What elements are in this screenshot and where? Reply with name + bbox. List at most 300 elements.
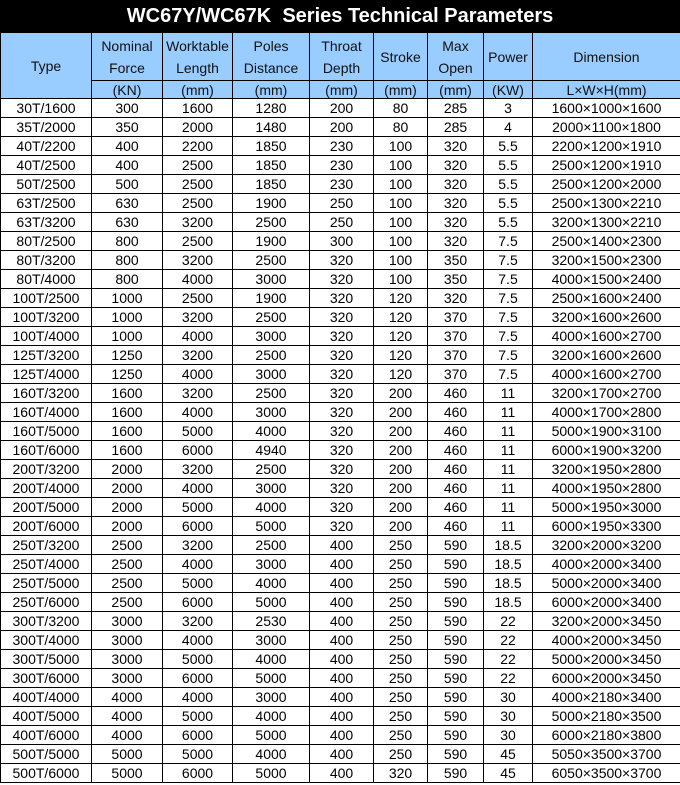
cell-poles-distance: 3000 <box>233 403 310 422</box>
cell-throat-depth: 400 <box>310 574 374 593</box>
cell-max-open: 590 <box>428 764 484 783</box>
cell-worktable-length: 2200 <box>163 137 233 156</box>
cell-worktable-length: 2500 <box>163 156 233 175</box>
table-row <box>1 745 680 764</box>
cell-type: 80T/3200 <box>1 251 92 270</box>
cell-type: 125T/3200 <box>1 346 92 365</box>
cell-throat-depth: 400 <box>310 726 374 745</box>
cell-power: 18.5 <box>484 555 533 574</box>
cell-worktable-length: 6000 <box>163 669 233 688</box>
cell-power: 5.5 <box>484 213 533 232</box>
cell-worktable-length: 5000 <box>163 707 233 726</box>
cell-poles-distance: 3000 <box>233 555 310 574</box>
table-row <box>1 403 680 422</box>
cell-nominal-force: 400 <box>92 156 163 175</box>
cell-power: 5.5 <box>484 137 533 156</box>
cell-dimension: 5000×1900×3100 <box>533 422 680 441</box>
cell-power: 7.5 <box>484 251 533 270</box>
cell-stroke: 250 <box>374 707 428 726</box>
cell-nominal-force: 1600 <box>92 384 163 403</box>
cell-worktable-length: 3200 <box>163 612 233 631</box>
cell-worktable-length: 4000 <box>163 365 233 384</box>
cell-stroke: 120 <box>374 327 428 346</box>
cell-type: 50T/2500 <box>1 175 92 194</box>
cell-throat-depth: 320 <box>310 270 374 289</box>
cell-dimension: 3200×2000×3450 <box>533 612 680 631</box>
cell-max-open: 320 <box>428 137 484 156</box>
cell-throat-depth: 320 <box>310 308 374 327</box>
cell-stroke: 120 <box>374 365 428 384</box>
table-row <box>1 650 680 669</box>
cell-type: 250T/5000 <box>1 574 92 593</box>
cell-stroke: 200 <box>374 517 428 536</box>
cell-stroke: 250 <box>374 536 428 555</box>
cell-worktable-length: 2500 <box>163 175 233 194</box>
unit-worktable-length: (mm) <box>163 81 233 99</box>
cell-dimension: 6000×1950×3300 <box>533 517 680 536</box>
cell-worktable-length: 6000 <box>163 593 233 612</box>
cell-nominal-force: 350 <box>92 118 163 137</box>
unit-dimension: L×W×H(mm) <box>533 81 680 99</box>
table-row <box>1 156 680 175</box>
cell-power: 3 <box>484 99 533 118</box>
cell-throat-depth: 400 <box>310 650 374 669</box>
cell-nominal-force: 4000 <box>92 707 163 726</box>
cell-worktable-length: 3200 <box>163 384 233 403</box>
table-row <box>1 631 680 650</box>
cell-poles-distance: 3000 <box>233 688 310 707</box>
cell-poles-distance: 1850 <box>233 137 310 156</box>
cell-max-open: 590 <box>428 726 484 745</box>
cell-max-open: 590 <box>428 669 484 688</box>
cell-power: 22 <box>484 669 533 688</box>
cell-poles-distance: 4940 <box>233 441 310 460</box>
cell-nominal-force: 800 <box>92 251 163 270</box>
cell-nominal-force: 3000 <box>92 650 163 669</box>
cell-power: 5.5 <box>484 156 533 175</box>
cell-dimension: 2000×1100×1800 <box>533 118 680 137</box>
cell-type: 160T/6000 <box>1 441 92 460</box>
cell-nominal-force: 2000 <box>92 460 163 479</box>
cell-nominal-force: 3000 <box>92 631 163 650</box>
cell-power: 18.5 <box>484 593 533 612</box>
cell-nominal-force: 1600 <box>92 441 163 460</box>
table-row <box>1 574 680 593</box>
cell-max-open: 460 <box>428 479 484 498</box>
cell-nominal-force: 1600 <box>92 422 163 441</box>
cell-worktable-length: 2500 <box>163 289 233 308</box>
cell-throat-depth: 300 <box>310 232 374 251</box>
cell-max-open: 590 <box>428 536 484 555</box>
cell-worktable-length: 3200 <box>163 251 233 270</box>
cell-poles-distance: 1900 <box>233 194 310 213</box>
cell-poles-distance: 3000 <box>233 631 310 650</box>
cell-nominal-force: 2500 <box>92 536 163 555</box>
cell-stroke: 80 <box>374 99 428 118</box>
cell-worktable-length: 5000 <box>163 422 233 441</box>
table-row <box>1 194 680 213</box>
cell-dimension: 6000×1900×3200 <box>533 441 680 460</box>
cell-worktable-length: 1600 <box>163 99 233 118</box>
table-row <box>1 137 680 156</box>
table-row <box>1 118 680 137</box>
cell-power: 7.5 <box>484 289 533 308</box>
cell-nominal-force: 800 <box>92 232 163 251</box>
cell-type: 250T/4000 <box>1 555 92 574</box>
column-header-max-open: Max Open <box>428 33 484 81</box>
column-header-stroke: Stroke <box>374 33 428 81</box>
cell-poles-distance: 5000 <box>233 593 310 612</box>
cell-max-open: 320 <box>428 232 484 251</box>
cell-dimension: 3200×1300×2210 <box>533 213 680 232</box>
cell-power: 18.5 <box>484 536 533 555</box>
cell-stroke: 100 <box>374 270 428 289</box>
cell-throat-depth: 400 <box>310 764 374 783</box>
table-row <box>1 479 680 498</box>
cell-nominal-force: 1600 <box>92 403 163 422</box>
cell-nominal-force: 2000 <box>92 479 163 498</box>
cell-worktable-length: 2500 <box>163 194 233 213</box>
header-row <box>1 33 680 81</box>
cell-stroke: 250 <box>374 745 428 764</box>
cell-throat-depth: 320 <box>310 327 374 346</box>
table-row <box>1 688 680 707</box>
cell-dimension: 2500×1400×2300 <box>533 232 680 251</box>
cell-type: 63T/3200 <box>1 213 92 232</box>
cell-stroke: 200 <box>374 441 428 460</box>
table-row <box>1 175 680 194</box>
cell-poles-distance: 1900 <box>233 289 310 308</box>
cell-dimension: 3200×1600×2600 <box>533 308 680 327</box>
cell-stroke: 250 <box>374 669 428 688</box>
cell-dimension: 6050×3500×3700 <box>533 764 680 783</box>
cell-power: 11 <box>484 441 533 460</box>
table-row <box>1 612 680 631</box>
cell-max-open: 590 <box>428 707 484 726</box>
cell-max-open: 320 <box>428 175 484 194</box>
table-row <box>1 536 680 555</box>
table-body <box>1 99 680 783</box>
cell-type: 300T/6000 <box>1 669 92 688</box>
cell-type: 200T/5000 <box>1 498 92 517</box>
table-row <box>1 365 680 384</box>
cell-poles-distance: 2500 <box>233 308 310 327</box>
cell-dimension: 6000×2180×3800 <box>533 726 680 745</box>
cell-throat-depth: 400 <box>310 612 374 631</box>
column-header-throat-depth: Throat Depth <box>310 33 374 81</box>
column-header-power: Power <box>484 33 533 81</box>
cell-stroke: 100 <box>374 137 428 156</box>
cell-throat-depth: 400 <box>310 536 374 555</box>
cell-worktable-length: 4000 <box>163 631 233 650</box>
cell-worktable-length: 6000 <box>163 726 233 745</box>
cell-worktable-length: 3200 <box>163 346 233 365</box>
cell-stroke: 250 <box>374 555 428 574</box>
cell-max-open: 320 <box>428 213 484 232</box>
cell-dimension: 3200×1600×2600 <box>533 346 680 365</box>
cell-max-open: 370 <box>428 308 484 327</box>
cell-poles-distance: 4000 <box>233 498 310 517</box>
column-header-poles-distance: Poles Distance <box>233 33 310 81</box>
cell-type: 200T/6000 <box>1 517 92 536</box>
cell-poles-distance: 1280 <box>233 99 310 118</box>
cell-type: 250T/6000 <box>1 593 92 612</box>
cell-max-open: 590 <box>428 688 484 707</box>
cell-nominal-force: 300 <box>92 99 163 118</box>
cell-throat-depth: 400 <box>310 631 374 650</box>
cell-worktable-length: 3200 <box>163 536 233 555</box>
cell-throat-depth: 400 <box>310 688 374 707</box>
cell-throat-depth: 400 <box>310 745 374 764</box>
cell-throat-depth: 400 <box>310 707 374 726</box>
cell-power: 11 <box>484 460 533 479</box>
cell-worktable-length: 2500 <box>163 232 233 251</box>
cell-stroke: 200 <box>374 479 428 498</box>
cell-max-open: 590 <box>428 631 484 650</box>
table-row <box>1 308 680 327</box>
cell-dimension: 4000×1600×2700 <box>533 365 680 384</box>
table-row <box>1 460 680 479</box>
cell-power: 30 <box>484 688 533 707</box>
cell-stroke: 250 <box>374 612 428 631</box>
cell-dimension: 4000×1500×2400 <box>533 270 680 289</box>
cell-max-open: 370 <box>428 365 484 384</box>
cell-stroke: 100 <box>374 213 428 232</box>
cell-nominal-force: 1000 <box>92 327 163 346</box>
cell-poles-distance: 4000 <box>233 574 310 593</box>
cell-poles-distance: 2500 <box>233 213 310 232</box>
table-row <box>1 555 680 574</box>
page-title: WC67Y/WC67K Series Technical Parameters <box>0 0 680 32</box>
table-row <box>1 498 680 517</box>
cell-max-open: 590 <box>428 555 484 574</box>
cell-throat-depth: 320 <box>310 517 374 536</box>
unit-power: (KW) <box>484 81 533 99</box>
cell-power: 45 <box>484 745 533 764</box>
cell-nominal-force: 800 <box>92 270 163 289</box>
table-row <box>1 726 680 745</box>
cell-stroke: 250 <box>374 631 428 650</box>
cell-dimension: 2500×1200×1910 <box>533 156 680 175</box>
cell-throat-depth: 320 <box>310 384 374 403</box>
cell-dimension: 3200×1700×2700 <box>533 384 680 403</box>
cell-nominal-force: 1000 <box>92 308 163 327</box>
cell-throat-depth: 320 <box>310 479 374 498</box>
cell-stroke: 250 <box>374 574 428 593</box>
cell-max-open: 590 <box>428 574 484 593</box>
table-row <box>1 384 680 403</box>
cell-power: 11 <box>484 517 533 536</box>
cell-type: 100T/4000 <box>1 327 92 346</box>
cell-nominal-force: 5000 <box>92 764 163 783</box>
cell-max-open: 460 <box>428 403 484 422</box>
cell-throat-depth: 320 <box>310 498 374 517</box>
cell-power: 11 <box>484 479 533 498</box>
cell-power: 22 <box>484 612 533 631</box>
unit-row <box>1 81 680 99</box>
cell-dimension: 4000×2000×3400 <box>533 555 680 574</box>
cell-power: 11 <box>484 403 533 422</box>
cell-nominal-force: 3000 <box>92 669 163 688</box>
unit-poles-distance: (mm) <box>233 81 310 99</box>
cell-poles-distance: 3000 <box>233 327 310 346</box>
cell-dimension: 6000×2000×3450 <box>533 669 680 688</box>
cell-nominal-force: 2500 <box>92 593 163 612</box>
cell-throat-depth: 320 <box>310 346 374 365</box>
unit-nominal-force: (KN) <box>92 81 163 99</box>
column-header-type: Type <box>1 33 92 99</box>
cell-stroke: 200 <box>374 384 428 403</box>
cell-type: 200T/4000 <box>1 479 92 498</box>
table-row <box>1 669 680 688</box>
cell-poles-distance: 3000 <box>233 270 310 289</box>
cell-throat-depth: 320 <box>310 289 374 308</box>
cell-type: 80T/2500 <box>1 232 92 251</box>
cell-poles-distance: 2530 <box>233 612 310 631</box>
cell-worktable-length: 4000 <box>163 270 233 289</box>
cell-stroke: 80 <box>374 118 428 137</box>
cell-worktable-length: 4000 <box>163 479 233 498</box>
cell-worktable-length: 6000 <box>163 764 233 783</box>
cell-worktable-length: 3200 <box>163 308 233 327</box>
cell-throat-depth: 230 <box>310 156 374 175</box>
cell-nominal-force: 1250 <box>92 365 163 384</box>
unit-max-open: (mm) <box>428 81 484 99</box>
cell-stroke: 100 <box>374 251 428 270</box>
table-row <box>1 327 680 346</box>
cell-type: 300T/5000 <box>1 650 92 669</box>
cell-dimension: 3200×1500×2300 <box>533 251 680 270</box>
table-row <box>1 270 680 289</box>
table-row <box>1 232 680 251</box>
table-row <box>1 289 680 308</box>
cell-max-open: 460 <box>428 422 484 441</box>
cell-poles-distance: 4000 <box>233 422 310 441</box>
cell-max-open: 590 <box>428 650 484 669</box>
cell-nominal-force: 2500 <box>92 574 163 593</box>
cell-type: 125T/4000 <box>1 365 92 384</box>
cell-stroke: 200 <box>374 460 428 479</box>
cell-stroke: 100 <box>374 194 428 213</box>
cell-dimension: 4000×1600×2700 <box>533 327 680 346</box>
cell-poles-distance: 2500 <box>233 384 310 403</box>
cell-power: 45 <box>484 764 533 783</box>
cell-type: 160T/5000 <box>1 422 92 441</box>
cell-type: 250T/3200 <box>1 536 92 555</box>
cell-power: 5.5 <box>484 175 533 194</box>
cell-stroke: 100 <box>374 156 428 175</box>
cell-dimension: 1600×1000×1600 <box>533 99 680 118</box>
cell-max-open: 285 <box>428 118 484 137</box>
cell-max-open: 590 <box>428 612 484 631</box>
cell-throat-depth: 320 <box>310 403 374 422</box>
cell-nominal-force: 630 <box>92 213 163 232</box>
cell-dimension: 2200×1200×1910 <box>533 137 680 156</box>
cell-type: 40T/2200 <box>1 137 92 156</box>
cell-power: 7.5 <box>484 270 533 289</box>
cell-type: 100T/3200 <box>1 308 92 327</box>
cell-max-open: 590 <box>428 593 484 612</box>
cell-throat-depth: 400 <box>310 593 374 612</box>
cell-dimension: 5000×1950×3000 <box>533 498 680 517</box>
cell-stroke: 100 <box>374 175 428 194</box>
table-row <box>1 593 680 612</box>
cell-throat-depth: 320 <box>310 422 374 441</box>
cell-power: 18.5 <box>484 574 533 593</box>
cell-throat-depth: 250 <box>310 194 374 213</box>
cell-throat-depth: 320 <box>310 365 374 384</box>
cell-nominal-force: 500 <box>92 175 163 194</box>
cell-poles-distance: 2500 <box>233 346 310 365</box>
table-row <box>1 764 680 783</box>
cell-dimension: 4000×1950×2800 <box>533 479 680 498</box>
cell-worktable-length: 4000 <box>163 555 233 574</box>
table-row <box>1 99 680 118</box>
cell-worktable-length: 3200 <box>163 460 233 479</box>
cell-type: 160T/4000 <box>1 403 92 422</box>
cell-power: 7.5 <box>484 327 533 346</box>
cell-worktable-length: 6000 <box>163 441 233 460</box>
cell-worktable-length: 5000 <box>163 650 233 669</box>
cell-throat-depth: 400 <box>310 555 374 574</box>
cell-stroke: 120 <box>374 289 428 308</box>
cell-stroke: 250 <box>374 726 428 745</box>
cell-poles-distance: 1850 <box>233 156 310 175</box>
cell-stroke: 320 <box>374 764 428 783</box>
technical-parameters-table <box>0 32 680 783</box>
cell-nominal-force: 2000 <box>92 498 163 517</box>
table-row <box>1 441 680 460</box>
cell-stroke: 250 <box>374 688 428 707</box>
cell-worktable-length: 5000 <box>163 498 233 517</box>
cell-max-open: 350 <box>428 270 484 289</box>
cell-throat-depth: 200 <box>310 118 374 137</box>
cell-power: 7.5 <box>484 308 533 327</box>
cell-worktable-length: 4000 <box>163 403 233 422</box>
cell-max-open: 460 <box>428 460 484 479</box>
unit-stroke: (mm) <box>374 81 428 99</box>
column-header-worktable-length: Worktable Length <box>163 33 233 81</box>
cell-stroke: 200 <box>374 403 428 422</box>
cell-power: 22 <box>484 631 533 650</box>
cell-throat-depth: 230 <box>310 175 374 194</box>
cell-worktable-length: 6000 <box>163 517 233 536</box>
cell-dimension: 2500×1600×2400 <box>533 289 680 308</box>
cell-type: 200T/3200 <box>1 460 92 479</box>
cell-max-open: 460 <box>428 441 484 460</box>
cell-max-open: 285 <box>428 99 484 118</box>
cell-dimension: 5000×2000×3450 <box>533 650 680 669</box>
cell-max-open: 320 <box>428 194 484 213</box>
cell-throat-depth: 320 <box>310 251 374 270</box>
cell-dimension: 3200×2000×3200 <box>533 536 680 555</box>
cell-throat-depth: 400 <box>310 669 374 688</box>
cell-poles-distance: 5000 <box>233 726 310 745</box>
cell-poles-distance: 2500 <box>233 460 310 479</box>
cell-poles-distance: 2500 <box>233 251 310 270</box>
cell-power: 4 <box>484 118 533 137</box>
column-header-nominal-force: Nominal Force <box>92 33 163 81</box>
column-header-dimension: Dimension <box>533 33 680 81</box>
cell-worktable-length: 4000 <box>163 688 233 707</box>
cell-power: 7.5 <box>484 365 533 384</box>
cell-poles-distance: 1480 <box>233 118 310 137</box>
unit-throat-depth: (mm) <box>310 81 374 99</box>
cell-poles-distance: 2500 <box>233 536 310 555</box>
cell-max-open: 370 <box>428 327 484 346</box>
cell-power: 11 <box>484 422 533 441</box>
cell-power: 7.5 <box>484 346 533 365</box>
